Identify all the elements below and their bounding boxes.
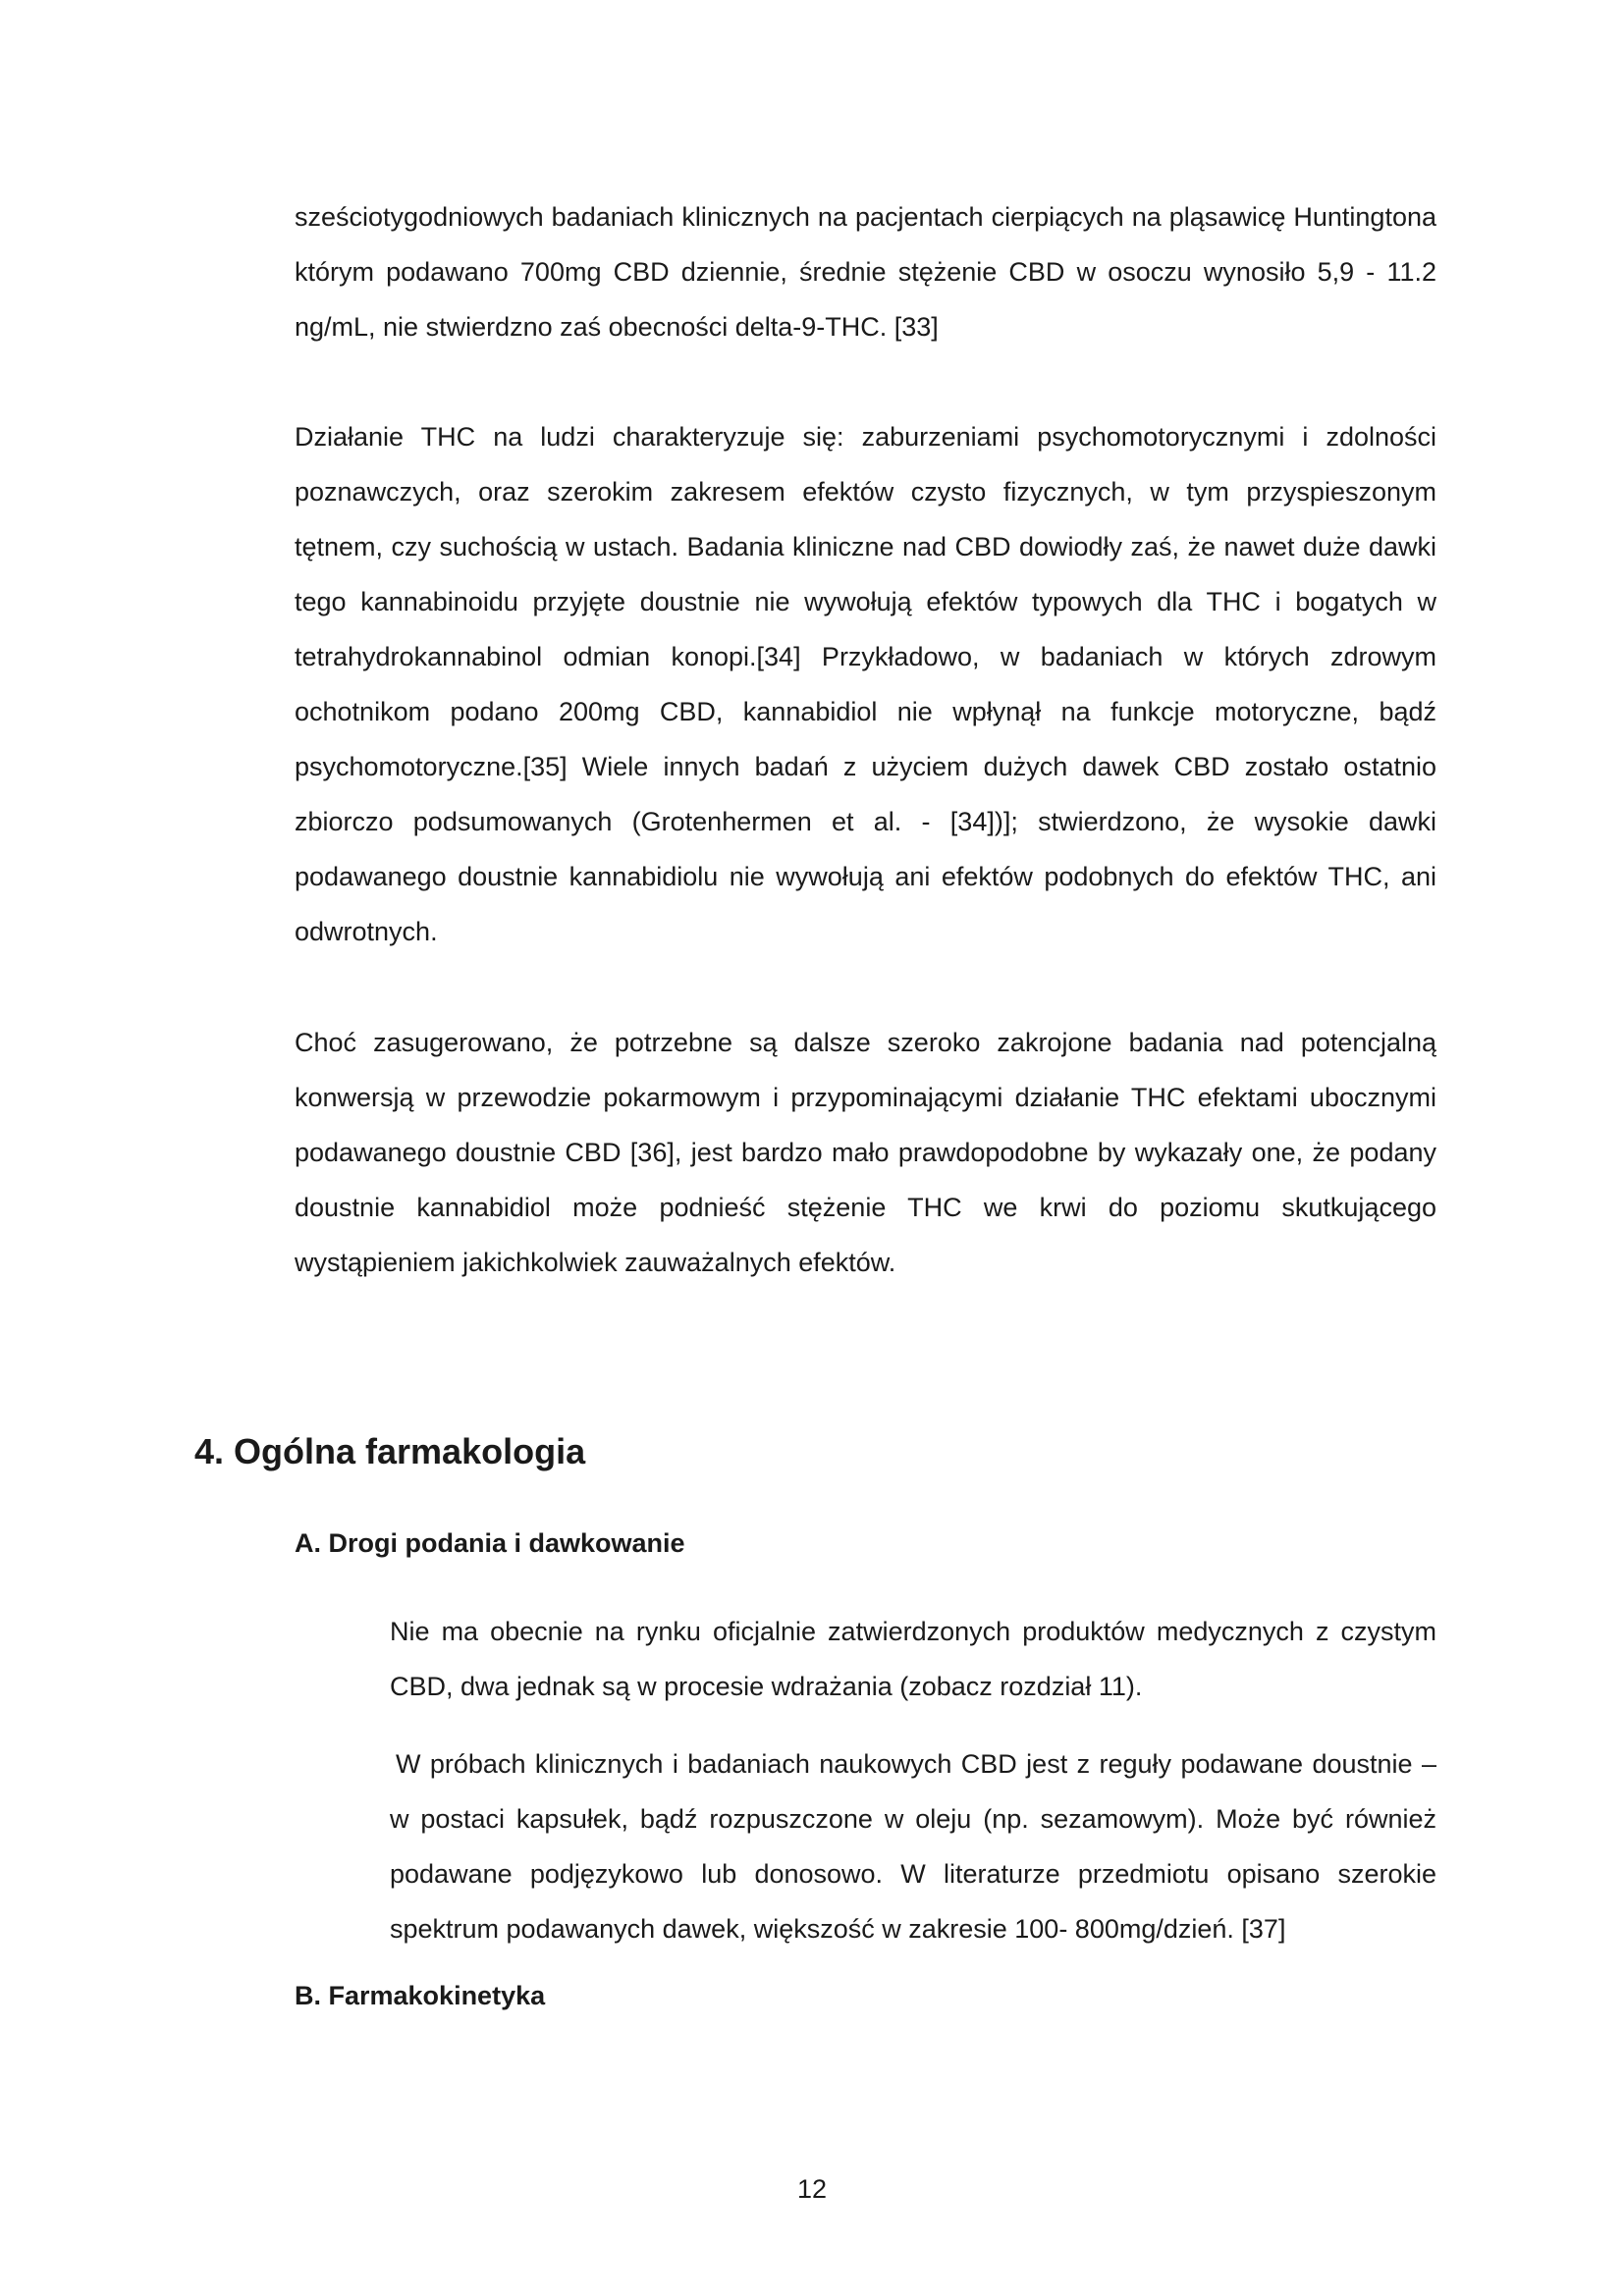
subsection-heading-pharmacokinetics: B. Farmakokinetyka <box>295 1981 546 2010</box>
paragraph-thc-effects: Działanie THC na ludzi charakteryzuje się: zaburzeniami psychomotorycznymi i zdolności poznawczych, oraz szerokim zakresem efektów czysto fizycznych, w tym przyspieszonym tętnem, czy suchością w ustach. Badania kliniczne nad CBD dowiodły zaś, że nawet duże dawki tego kannabinoidu przyjęte doustnie nie wywołują efektów typowych dla THC i bogatych w tetrahydrokannabinol odmian konopi.[34] Przykładowo, w badaniach w których zdrowym ochotnikom podano 200mg CBD, kannabidiol nie wpłynął na funkcje motoryczne, bądź psychomotoryczne.[35] Wiele innych badań z użyciem dużych dawek CBD zostało ostatnio zbiorczo podsumowanych (Grotenhermen et al. - [34])]; stwierdzono, że wysokie dawki podawanego doustnie kannabidiolu nie wywołują ani efektów podobnych do efektów THC, ani odwrotnych. <box>295 422 1436 946</box>
paragraph-oral-administration: W próbach klinicznych i badaniach naukowych CBD jest z reguły podawane doustnie – w postaci kapsułek, bądź rozpuszczone w oleju (np. sezamowym). Może być również podawane podjęzykowo lub donosowo. W literaturze przedmiotu opisano szerokie spektrum podawanych dawek, większość w zakresie 100- 800mg/dzień. [37] <box>390 1749 1436 1944</box>
paragraph-no-approved-products: Nie ma obecnie na rynku oficjalnie zatwierdzonych produktów medycznych z czystym CBD, dwa jednak są w procesie wdrażania (zobacz rozdział 11). <box>390 1617 1436 1701</box>
subsection-heading-administration: A. Drogi podania i dawkowanie <box>295 1528 685 1558</box>
paragraph-huntington-study: sześciotygodniowych badaniach klinicznych na pacjentach cierpiących na pląsawicę Huntingtona którym podawano 700mg CBD dziennie, średnie stężenie CBD w osoczu wynosiło 5,9 - 11.2 ng/mL, nie stwierdzno zaś obecności delta-9-THC. [33] <box>295 202 1436 342</box>
page-number: 12 <box>796 2174 828 2204</box>
paragraph-conversion-research: Choć zasugerowano, że potrzebne są dalsze szeroko zakrojone badania nad potencjalną konwersją w przewodzie pokarmowym i przypominającymi działanie THC efektami ubocznymi podawanego doustnie CBD [36], jest bardzo mało prawdopodobne by wykazały one, że podany doustnie kannabidiol może podnieść stężenie THC we krwi do poziomu skutkującego wystąpieniem jakichkolwiek zauważalnych efektów. <box>295 1028 1436 1277</box>
section-heading-pharmacology: 4. Ogólna farmakologia <box>194 1431 586 1471</box>
